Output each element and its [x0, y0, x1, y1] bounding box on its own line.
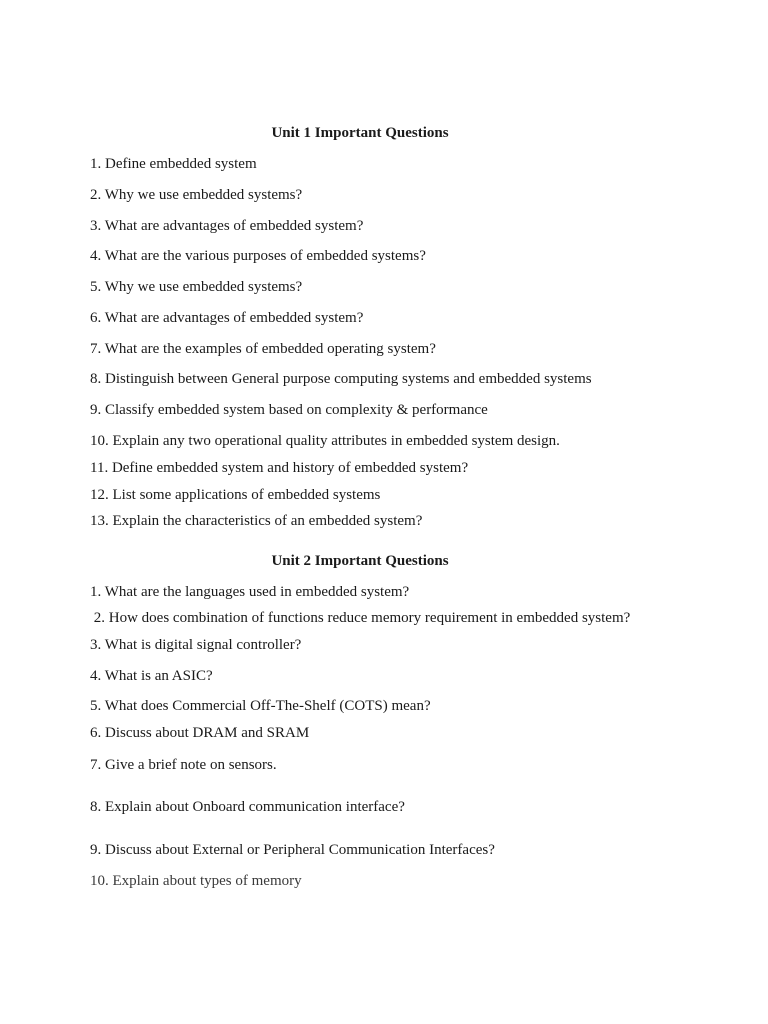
unit2-question-5: 5. What does Commercial Off-The-Shelf (COTS) mean?: [90, 698, 431, 714]
unit2-question-6: 6. Discuss about DRAM and SRAM: [90, 725, 310, 741]
unit1-question-5: 5. Why we use embedded systems?: [90, 279, 303, 295]
unit2-question-10: 10. Explain about types of memory: [90, 873, 302, 889]
unit1-question-7: 7. What are the examples of embedded operating system?: [90, 341, 436, 357]
unit2-question-7: 7. Give a brief note on sensors.: [90, 757, 277, 773]
unit1-question-6: 6. What are advantages of embedded system?: [90, 310, 364, 326]
unit1-question-12: 12. List some applications of embedded systems: [90, 487, 381, 503]
unit1-question-2: 2. Why we use embedded systems?: [90, 187, 303, 203]
unit2-question-3: 3. What is digital signal controller?: [90, 637, 302, 653]
unit2-question-8: 8. Explain about Onboard communication interface?: [90, 799, 405, 815]
unit1-question-9: 9. Classify embedded system based on complexity & performance: [90, 402, 488, 418]
unit1-question-8: 8. Distinguish between General purpose computing systems and embedded systems: [90, 371, 592, 387]
unit1-question-1: 1. Define embedded system: [90, 156, 257, 172]
unit1-question-10: 10. Explain any two operational quality attributes in embedded system design.: [90, 433, 560, 449]
unit1-question-13: 13. Explain the characteristics of an embedded system?: [90, 513, 423, 529]
unit1-question-4: 4. What are the various purposes of embedded systems?: [90, 248, 426, 264]
unit2-heading: Unit 2 Important Questions: [271, 553, 449, 569]
unit2-question-2: 2. How does combination of functions reduce memory requirement in embedded system?: [90, 610, 631, 626]
unit1-question-11: 11. Define embedded system and history of embedded system?: [90, 460, 469, 476]
unit2-question-9: 9. Discuss about External or Peripheral Communication Interfaces?: [90, 842, 495, 858]
unit1-question-3: 3. What are advantages of embedded system?: [90, 218, 364, 234]
unit2-question-4: 4. What is an ASIC?: [90, 668, 213, 684]
unit1-heading: Unit 1 Important Questions: [271, 125, 449, 141]
unit2-question-1: 1. What are the languages used in embedded system?: [90, 584, 410, 600]
